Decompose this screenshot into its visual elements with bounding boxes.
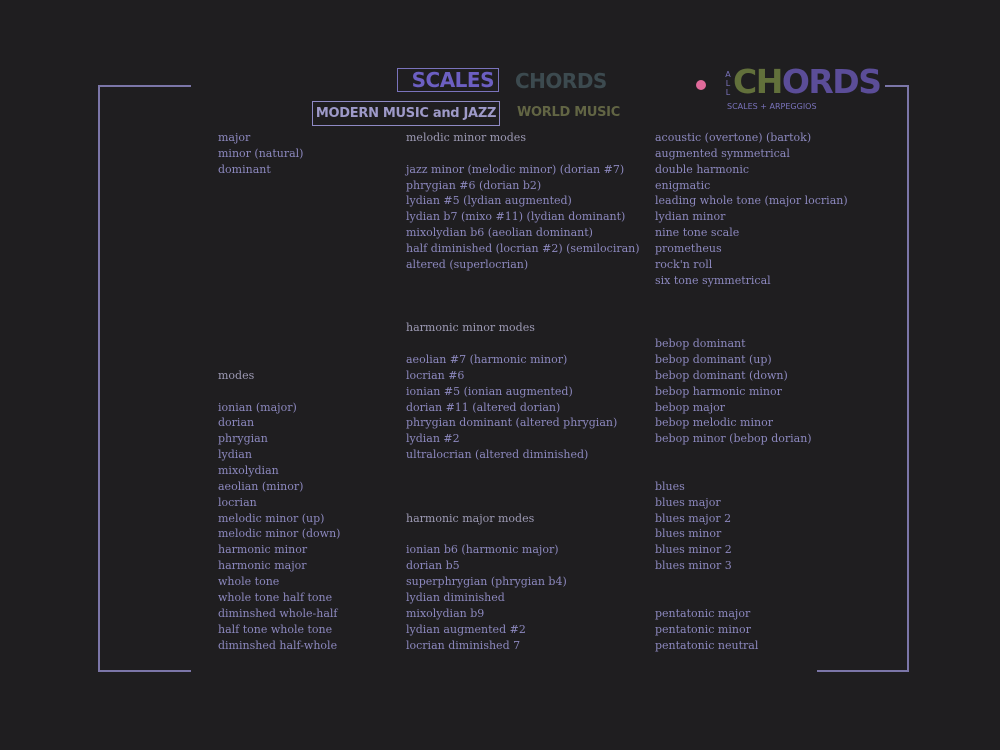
- spacer-row: [655, 447, 848, 463]
- scale-link[interactable]: harmonic major: [218, 559, 307, 573]
- scale-link[interactable]: bebop dominant (down): [655, 368, 788, 382]
- spacer-row: [406, 526, 640, 542]
- scale-link[interactable]: lydian minor: [655, 210, 726, 224]
- logo-wordmark[interactable]: [733, 62, 880, 102]
- spacer-row: [406, 304, 640, 320]
- scale-link[interactable]: blues minor: [655, 527, 722, 541]
- scale-link[interactable]: lydian #2: [406, 432, 460, 446]
- scale-link[interactable]: dorian b5: [406, 559, 460, 573]
- spacer-row: [406, 479, 640, 495]
- tab-world-music[interactable]: WORLD MUSIC: [517, 105, 620, 120]
- scale-link[interactable]: bebop dominant: [655, 337, 746, 351]
- spacer-row: [655, 320, 848, 336]
- scale-link[interactable]: leading whole tone (major locrian): [655, 194, 848, 208]
- frame-right-side: [907, 85, 909, 672]
- scale-link[interactable]: pentatonic major: [655, 606, 751, 620]
- scale-link[interactable]: bebop melodic minor: [655, 416, 773, 430]
- column-other-scales: [655, 130, 848, 653]
- section-heading: harmonic major modes: [406, 511, 535, 525]
- scale-link[interactable]: blues: [655, 479, 685, 493]
- scale-link[interactable]: blues major 2: [655, 511, 732, 525]
- scale-link[interactable]: blues minor 2: [655, 543, 732, 557]
- scale-link[interactable]: ionian (major): [218, 400, 297, 414]
- scale-link[interactable]: prometheus: [655, 242, 722, 256]
- scale-link[interactable]: ultralocrian (altered diminished): [406, 448, 589, 462]
- scale-link[interactable]: aeolian #7 (harmonic minor): [406, 353, 568, 367]
- scale-link[interactable]: half diminished (locrian #2) (semilociran): [406, 242, 640, 256]
- spacer-row: [406, 289, 640, 305]
- column-basic-scales: [218, 130, 340, 653]
- scale-link[interactable]: pentatonic neutral: [655, 638, 759, 652]
- scale-link[interactable]: six tone symmetrical: [655, 273, 771, 287]
- scale-link[interactable]: lydian diminished: [406, 590, 505, 604]
- scale-link[interactable]: lydian #5 (lydian augmented): [406, 194, 572, 208]
- frame-right-top: [885, 85, 909, 87]
- scale-link[interactable]: bebop harmonic minor: [655, 384, 782, 398]
- frame-left-top: [98, 85, 191, 87]
- tab-modern-music-and-jazz[interactable]: MODERN MUSIC and JAZZ: [312, 101, 500, 126]
- logo-all-letters: A L L: [725, 70, 731, 97]
- spacer-row: [406, 336, 640, 352]
- section-heading: modes: [218, 368, 255, 382]
- spacer-row: [655, 463, 848, 479]
- spacer-row: [406, 495, 640, 511]
- spacer-row: [655, 574, 848, 590]
- scale-link[interactable]: ionian b6 (harmonic major): [406, 543, 559, 557]
- spacer-row: [218, 304, 340, 320]
- scale-link[interactable]: blues major: [655, 495, 721, 509]
- scale-link[interactable]: bebop major: [655, 400, 726, 414]
- scale-link[interactable]: dominant: [218, 162, 271, 176]
- logo-ch-part: CH: [733, 62, 782, 101]
- scale-link[interactable]: bebop dominant (up): [655, 353, 772, 367]
- spacer-row: [655, 590, 848, 606]
- scale-link[interactable]: nine tone scale: [655, 226, 740, 240]
- scale-link[interactable]: lydian: [218, 448, 252, 462]
- spacer-row: [406, 273, 640, 289]
- scale-link[interactable]: minor (natural): [218, 146, 304, 160]
- scale-link[interactable]: dorian #11 (altered dorian): [406, 400, 561, 414]
- spacer-row: [655, 304, 848, 320]
- spacer-row: [218, 225, 340, 241]
- spacer-row: [406, 146, 640, 162]
- spacer-row: [218, 178, 340, 194]
- spacer-row: [218, 289, 340, 305]
- spacer-row: [406, 463, 640, 479]
- scale-link[interactable]: aeolian (minor): [218, 479, 304, 493]
- scale-link[interactable]: diminshed whole-half: [218, 606, 338, 620]
- scale-link[interactable]: melodic minor (up): [218, 511, 325, 525]
- scale-link[interactable]: double harmonic: [655, 162, 750, 176]
- scale-link[interactable]: whole tone: [218, 575, 280, 589]
- scale-link[interactable]: phrygian: [218, 432, 268, 446]
- column-mode-families: [406, 130, 640, 653]
- scale-link[interactable]: jazz minor (melodic minor) (dorian #7): [406, 162, 625, 176]
- scale-link[interactable]: whole tone half tone: [218, 590, 333, 604]
- scale-link[interactable]: locrian: [218, 495, 257, 509]
- tab-chords[interactable]: CHORDS: [515, 69, 607, 93]
- scale-link[interactable]: altered (superlocrian): [406, 257, 529, 271]
- spacer-row: [218, 257, 340, 273]
- spacer-row: [218, 352, 340, 368]
- scale-link[interactable]: mixolydian b6 (aeolian dominant): [406, 226, 593, 240]
- section-heading: melodic minor modes: [406, 131, 526, 144]
- scale-link[interactable]: rock'n roll: [655, 257, 713, 271]
- scale-link[interactable]: blues minor 3: [655, 559, 732, 573]
- scale-link[interactable]: ionian #5 (ionian augmented): [406, 384, 573, 398]
- scale-link[interactable]: locrian #6: [406, 368, 465, 382]
- logo-dot-icon: [696, 80, 706, 90]
- logo-ords-part: ORDS: [781, 62, 881, 101]
- scale-link[interactable]: melodic minor (down): [218, 527, 341, 541]
- spacer-row: [218, 320, 340, 336]
- spacer-row: [218, 273, 340, 289]
- scale-link[interactable]: mixolydian: [218, 464, 279, 478]
- scale-link[interactable]: augmented symmetrical: [655, 146, 790, 160]
- spacer-row: [218, 209, 340, 225]
- spacer-row: [218, 384, 340, 400]
- scale-link[interactable]: diminshed half-whole: [218, 638, 338, 652]
- spacer-row: [218, 336, 340, 352]
- frame-left-bottom: [98, 670, 191, 672]
- frame-left-side: [98, 85, 100, 672]
- frame-right-bottom: [817, 670, 909, 672]
- section-heading: harmonic minor modes: [406, 321, 535, 335]
- scale-link[interactable]: pentatonic minor: [655, 622, 751, 636]
- scale-link[interactable]: major: [218, 131, 251, 144]
- scale-link[interactable]: lydian augmented #2: [406, 622, 526, 636]
- scale-link[interactable]: dorian: [218, 416, 255, 430]
- spacer-row: [218, 241, 340, 257]
- scale-link[interactable]: mixolydian b9: [406, 606, 485, 620]
- scale-link[interactable]: superphrygian (phrygian b4): [406, 575, 567, 589]
- scale-link[interactable]: phrygian #6 (dorian b2): [406, 178, 542, 192]
- scale-link[interactable]: half tone whole tone: [218, 622, 333, 636]
- scale-link[interactable]: bebop minor (bebop dorian): [655, 432, 812, 446]
- scale-link[interactable]: acoustic (overtone) (bartok): [655, 131, 812, 144]
- spacer-row: [218, 193, 340, 209]
- scale-link[interactable]: phrygian dominant (altered phrygian): [406, 416, 618, 430]
- scale-link[interactable]: enigmatic: [655, 178, 711, 192]
- logo-subtitle: SCALES + ARPEGGIOS: [727, 102, 817, 111]
- tab-scales[interactable]: SCALES: [397, 68, 499, 92]
- scale-link[interactable]: harmonic minor: [218, 543, 308, 557]
- spacer-row: [655, 289, 848, 305]
- scale-link[interactable]: lydian b7 (mixo #11) (lydian dominant): [406, 210, 626, 224]
- scale-link[interactable]: locrian diminished 7: [406, 638, 521, 652]
